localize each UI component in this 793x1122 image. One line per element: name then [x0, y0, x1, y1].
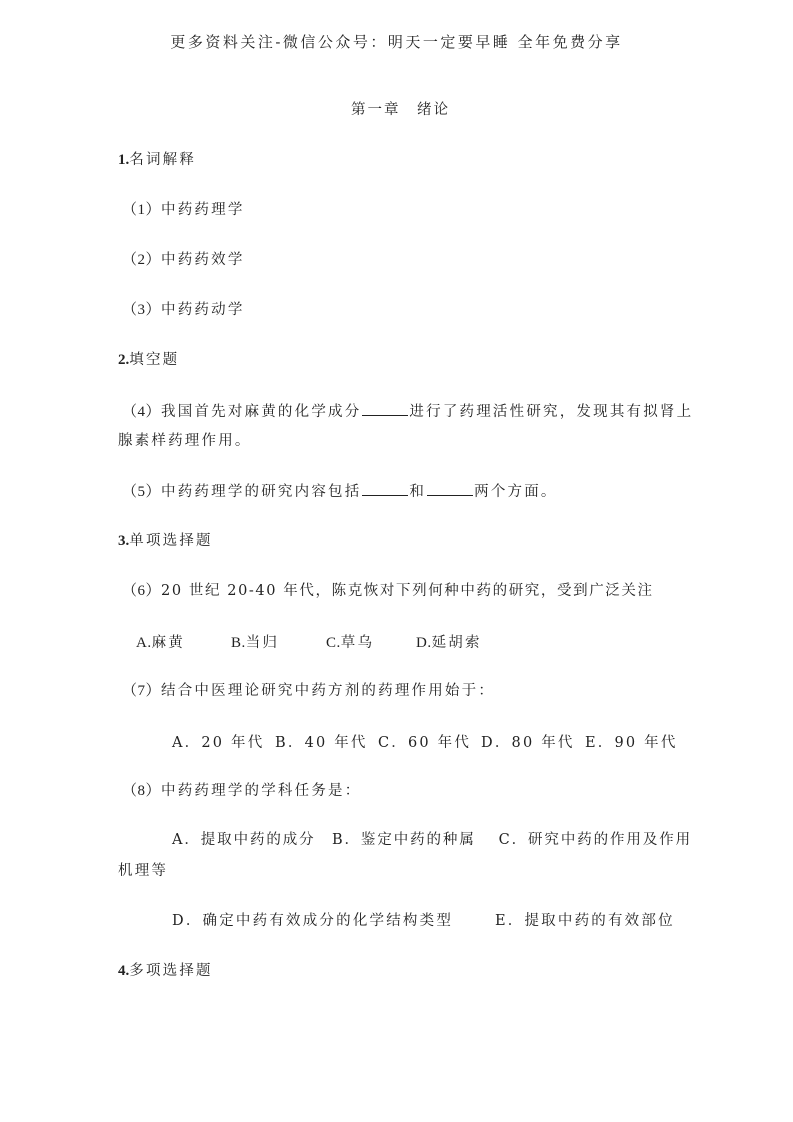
section-heading-3	[118, 531, 213, 551]
item-text: 中药药理学	[161, 202, 245, 218]
option-text: 草乌	[340, 635, 375, 651]
option-text: 延胡索	[431, 635, 482, 651]
option-c	[378, 731, 471, 752]
term-item-2	[122, 250, 245, 270]
answer-blank	[362, 401, 408, 416]
section-number: 1.	[118, 152, 130, 168]
q8-option-d: D．确定中药有效成分的化学结构类型	[172, 913, 454, 929]
q8-options-line-1: A．提取中药的成分 B．鉴定中药的种属 C．研究中药的作用及作用	[172, 832, 693, 848]
section-number: 2.	[118, 352, 130, 368]
fill-question-4	[122, 401, 693, 422]
option-letter: D．	[481, 735, 512, 751]
option-text: 麻黄	[151, 635, 185, 651]
question-text: 20 世纪 20-40 年代，陈克恢对下列何种中药的研究，受到广泛关注	[161, 583, 654, 599]
option-letter: C.	[326, 635, 341, 651]
section-title: 单项选择题	[129, 533, 213, 549]
question-text: 中药药理学的研究内容包括	[161, 484, 362, 500]
item-label: （6）	[122, 583, 162, 599]
option-text: 90 年代	[614, 735, 678, 751]
section-heading-1	[118, 150, 196, 170]
question-text: 中药药理学的学科任务是：	[161, 783, 362, 799]
item-label: （3）	[122, 302, 162, 318]
q8-options-line-1-continued: 机理等	[118, 863, 169, 879]
item-text: 中药药动学	[161, 302, 245, 318]
option-text: 当归	[245, 635, 280, 651]
item-label: （1）	[122, 202, 162, 218]
term-item-3	[122, 300, 245, 320]
item-label: （8）	[122, 783, 162, 799]
item-label: （2）	[122, 252, 162, 268]
item-label: （7）	[122, 683, 162, 699]
section-heading-2	[118, 350, 179, 370]
option-letter: B．	[275, 735, 305, 751]
option-letter: A.	[136, 635, 152, 651]
section-title: 名词解释	[129, 152, 197, 168]
option-text: 40 年代	[304, 735, 368, 751]
question-text: 两个方面。	[474, 484, 558, 500]
option-b	[275, 731, 368, 752]
option-letter: D.	[416, 635, 432, 651]
section-number: 4.	[118, 963, 130, 979]
option-d	[416, 631, 482, 652]
single-question-7	[122, 681, 495, 701]
option-b	[231, 631, 279, 652]
section-title: 填空题	[129, 352, 180, 368]
option-a	[136, 631, 185, 652]
single-question-6	[122, 581, 654, 601]
option-letter: B.	[231, 635, 246, 651]
section-title: 多项选择题	[129, 963, 213, 979]
option-letter: C．	[378, 735, 408, 751]
section-heading-4	[118, 961, 213, 981]
q8-option-e: E．提取中药的有效部位	[495, 913, 675, 929]
term-item-1	[122, 200, 245, 220]
fill-question-5	[122, 481, 558, 502]
option-letter: A．	[172, 735, 202, 751]
single-question-8	[122, 781, 361, 801]
fill-question-4-continued: 腺素样药理作用。	[118, 433, 252, 449]
page-header-banner: 更多资料关注-微信公众号：明天一定要早睡 全年免费分享	[170, 33, 623, 51]
question-text: 和	[409, 484, 427, 500]
option-text: 60 年代	[408, 735, 472, 751]
section-number: 3.	[118, 533, 130, 549]
question-text: 进行了药理活性研究，发现其有拟肾上	[409, 404, 694, 420]
answer-blank	[427, 481, 473, 496]
option-letter: E．	[585, 735, 615, 751]
chapter-title: 第一章 绪论	[351, 102, 450, 118]
item-label: （4）	[122, 404, 162, 420]
item-text: 中药药效学	[161, 252, 245, 268]
option-c	[326, 631, 374, 652]
option-e	[585, 731, 678, 752]
option-d	[481, 731, 575, 752]
question-text: 结合中医理论研究中药方剂的药理作用始于：	[161, 683, 496, 699]
answer-blank	[362, 481, 408, 496]
option-a	[172, 731, 264, 752]
item-label: （5）	[122, 484, 162, 500]
option-text: 80 年代	[511, 735, 575, 751]
question-text: 我国首先对麻黄的化学成分	[161, 404, 362, 420]
option-text: 20 年代	[201, 735, 265, 751]
